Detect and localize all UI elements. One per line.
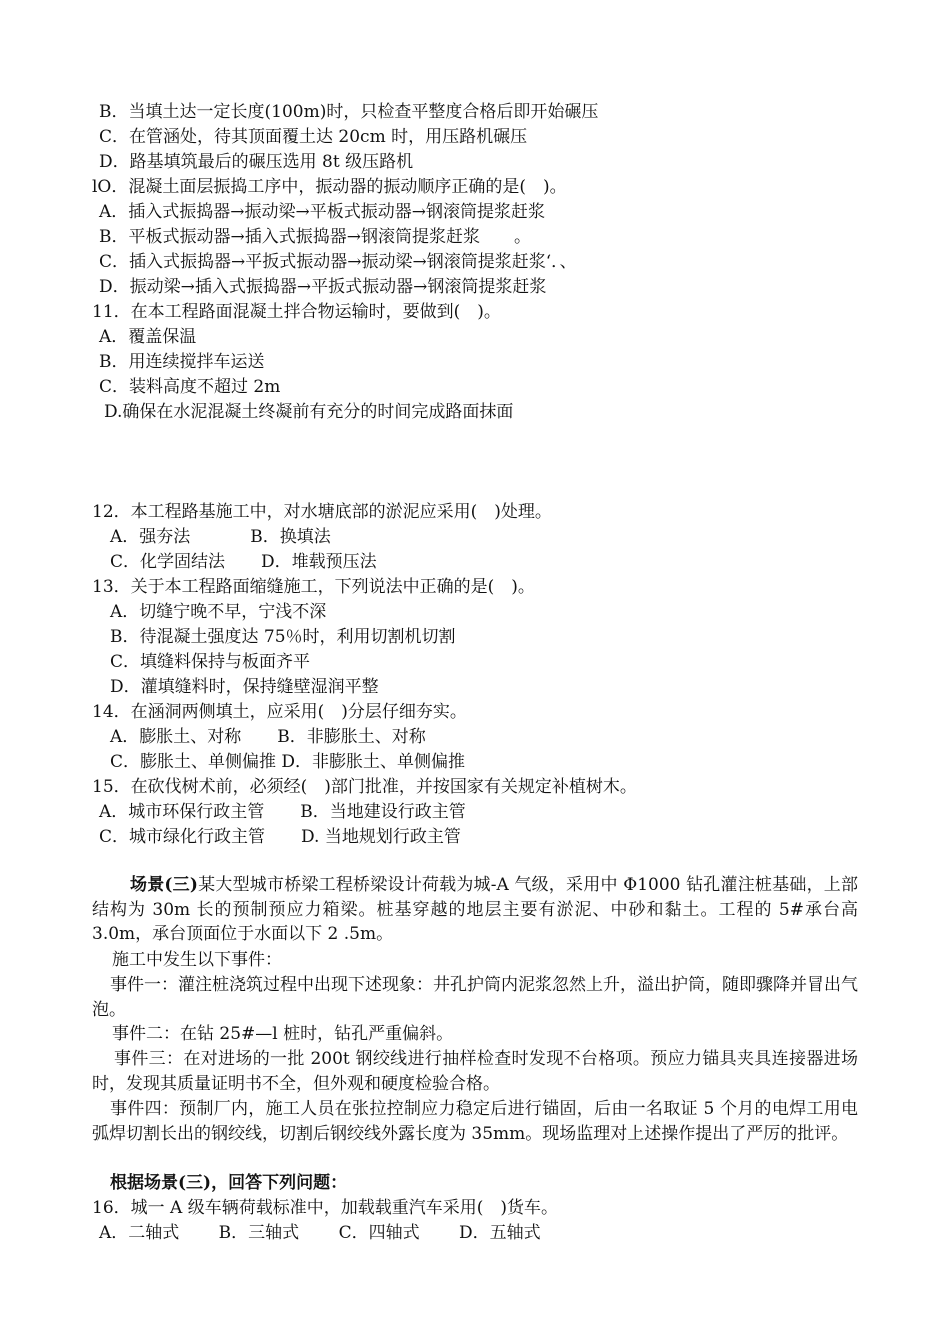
q13-option-a: A．切缝宁晚不早，宁浅不深 [110, 602, 327, 622]
scenario3-events-heading: 施工中发生以下事件： [112, 950, 282, 970]
q11-option-b: B．用连续搅拌车运送 [99, 352, 265, 372]
q15-stem: 15．在砍伐树术前，必须经( )部门批准，并按国家有关规定补植树木。 [92, 777, 637, 797]
q9-option-d: D．路基填筑最后的碾压选用 8t 级压路机 [99, 152, 414, 172]
scenario3-event3: 事件三：在对进场的一批 200t 钢绞线进行抽样检查时发现不台格项。预应力锚具夹具连接器进场时，发现其质量证明书不全，但外观和硬度检验合格。 [92, 1049, 858, 1094]
q15-options-cd [99, 825, 461, 849]
q12-stem: 12．本工程路基施工中，对水塘底部的淤泥应采用( )处理。 [92, 502, 552, 522]
q14-stem: 14．在涵洞两侧填土，应采用( )分层仔细夯实。 [92, 702, 467, 722]
scenario3-label: 场景(三) [130, 875, 198, 895]
q15-option-c: C．城市绿化行政主管 [99, 827, 266, 847]
q10-option-c: C．插入式振捣器→平扳式振动器→振动梁→钢滚筒提浆赶浆‘．、 [99, 252, 577, 272]
q12-option-b: B．换填法 [250, 527, 331, 547]
q15-option-a: A．城市环保行政主管 [99, 802, 265, 822]
scenario3-intro: 场景(三)某大型城市桥梁工程桥梁设计荷载为城-A 气级，采用中 Φ1000 钻孔灌注桩基础，上部结构为 30m 长的预制预应力箱梁。桩基穿越的地层主要有淤泥、中砂和黏土。工程的 5#承台高 3.0m，承台顶面位于水面以下 2 .5m。 [92, 875, 858, 944]
q15-options-ab [99, 800, 466, 824]
q14-option-b: B．非膨胀土、对称 [277, 727, 426, 747]
q12-option-d: D．堆载预压法 [261, 552, 377, 572]
q14-option-a: A．膨胀土、对称 [110, 727, 242, 747]
q12-options-ab [110, 525, 331, 549]
q11-stem: 11．在本工程路面混凝土拌合物运输时，要做到( )。 [92, 302, 501, 322]
q13-option-c: C．填缝料保持与板面齐平 [110, 652, 311, 672]
q12-options-cd [110, 550, 377, 574]
q12-option-a: A．强夯法 [110, 527, 191, 547]
q12-option-c: C．化学固结法 [110, 552, 226, 572]
q14-options-ab [110, 725, 426, 749]
q11-option-d: D.确保在水泥混凝土终凝前有充分的时间完成路面抹面 [104, 402, 514, 422]
q16-stem: 16．城一 A 级车辆荷载标准中，加载载重汽车采用( )货车。 [92, 1198, 558, 1218]
scenario3-prompt: 根据场景(三)，回答下列问题： [110, 1173, 348, 1193]
scenario3-event1: 事件一：灌注桩浇筑过程中出现下述现象：井孔护筒内泥浆忽然上升，溢出护筒，随即骤降并冒出气泡。 [92, 975, 858, 1020]
scenario3-event4: 事件四：预制厂内，施工人员在张拉控制应力稳定后进行锚固，后由一名取证 5 个月的电焊工用电弧焊切割长出的钢绞线，切割后钢绞线外露长度为 35mm。现场监理对上述操作提出了严厉的批评。 [92, 1099, 858, 1144]
q10-stem: lO．混凝土面层振捣工序中，振动器的振动顺序正确的是( )。 [92, 177, 567, 197]
q10-option-b: B．平板式振动器→插入式振捣器→钢滚筒提浆赶浆 。 [99, 227, 531, 247]
scenario3-event2: 事件二：在钻 25#—l 桩时，钻孔严重偏斜。 [112, 1024, 454, 1044]
q10-option-a: A．插入式振捣器→振动梁→平板式振动器→钢滚筒提浆赶浆 [99, 202, 546, 222]
q13-option-d: D．灌填缝料时，保持缝壁湿润平整 [110, 677, 379, 697]
q16-options: A．二轴式 B．三轴式 C．四轴式 D．五轴式 [99, 1223, 541, 1243]
q14-options-cd: C．膨胀土、单侧偏推 D．非膨胀土、单侧偏推 [110, 752, 466, 772]
q15-option-d: D. 当地规划行政主管 [301, 827, 461, 847]
q13-option-b: B．待混凝土强度达 75％时，利用切割机切割 [110, 627, 456, 647]
q11-option-c: C．装料高度不超过 2m [99, 377, 281, 397]
q15-option-b: B．当地建设行政主管 [300, 802, 466, 822]
q10-option-d: D．振动梁→插入式振捣器→平扳式振动器→钢滚筒提浆赶浆 [99, 277, 547, 297]
q13-stem: 13．关于本工程路面缩缝施工，下列说法中正确的是( )。 [92, 577, 535, 597]
q11-option-a: A．覆盖保温 [99, 327, 197, 347]
q9-option-b: B．当填土达一定长度(100m)时，只检查平整度合格后即开始碾压 [99, 102, 599, 122]
q9-option-c: C．在管涵处，待其顶面覆土达 20cm 时，用压路机碾压 [99, 127, 528, 147]
